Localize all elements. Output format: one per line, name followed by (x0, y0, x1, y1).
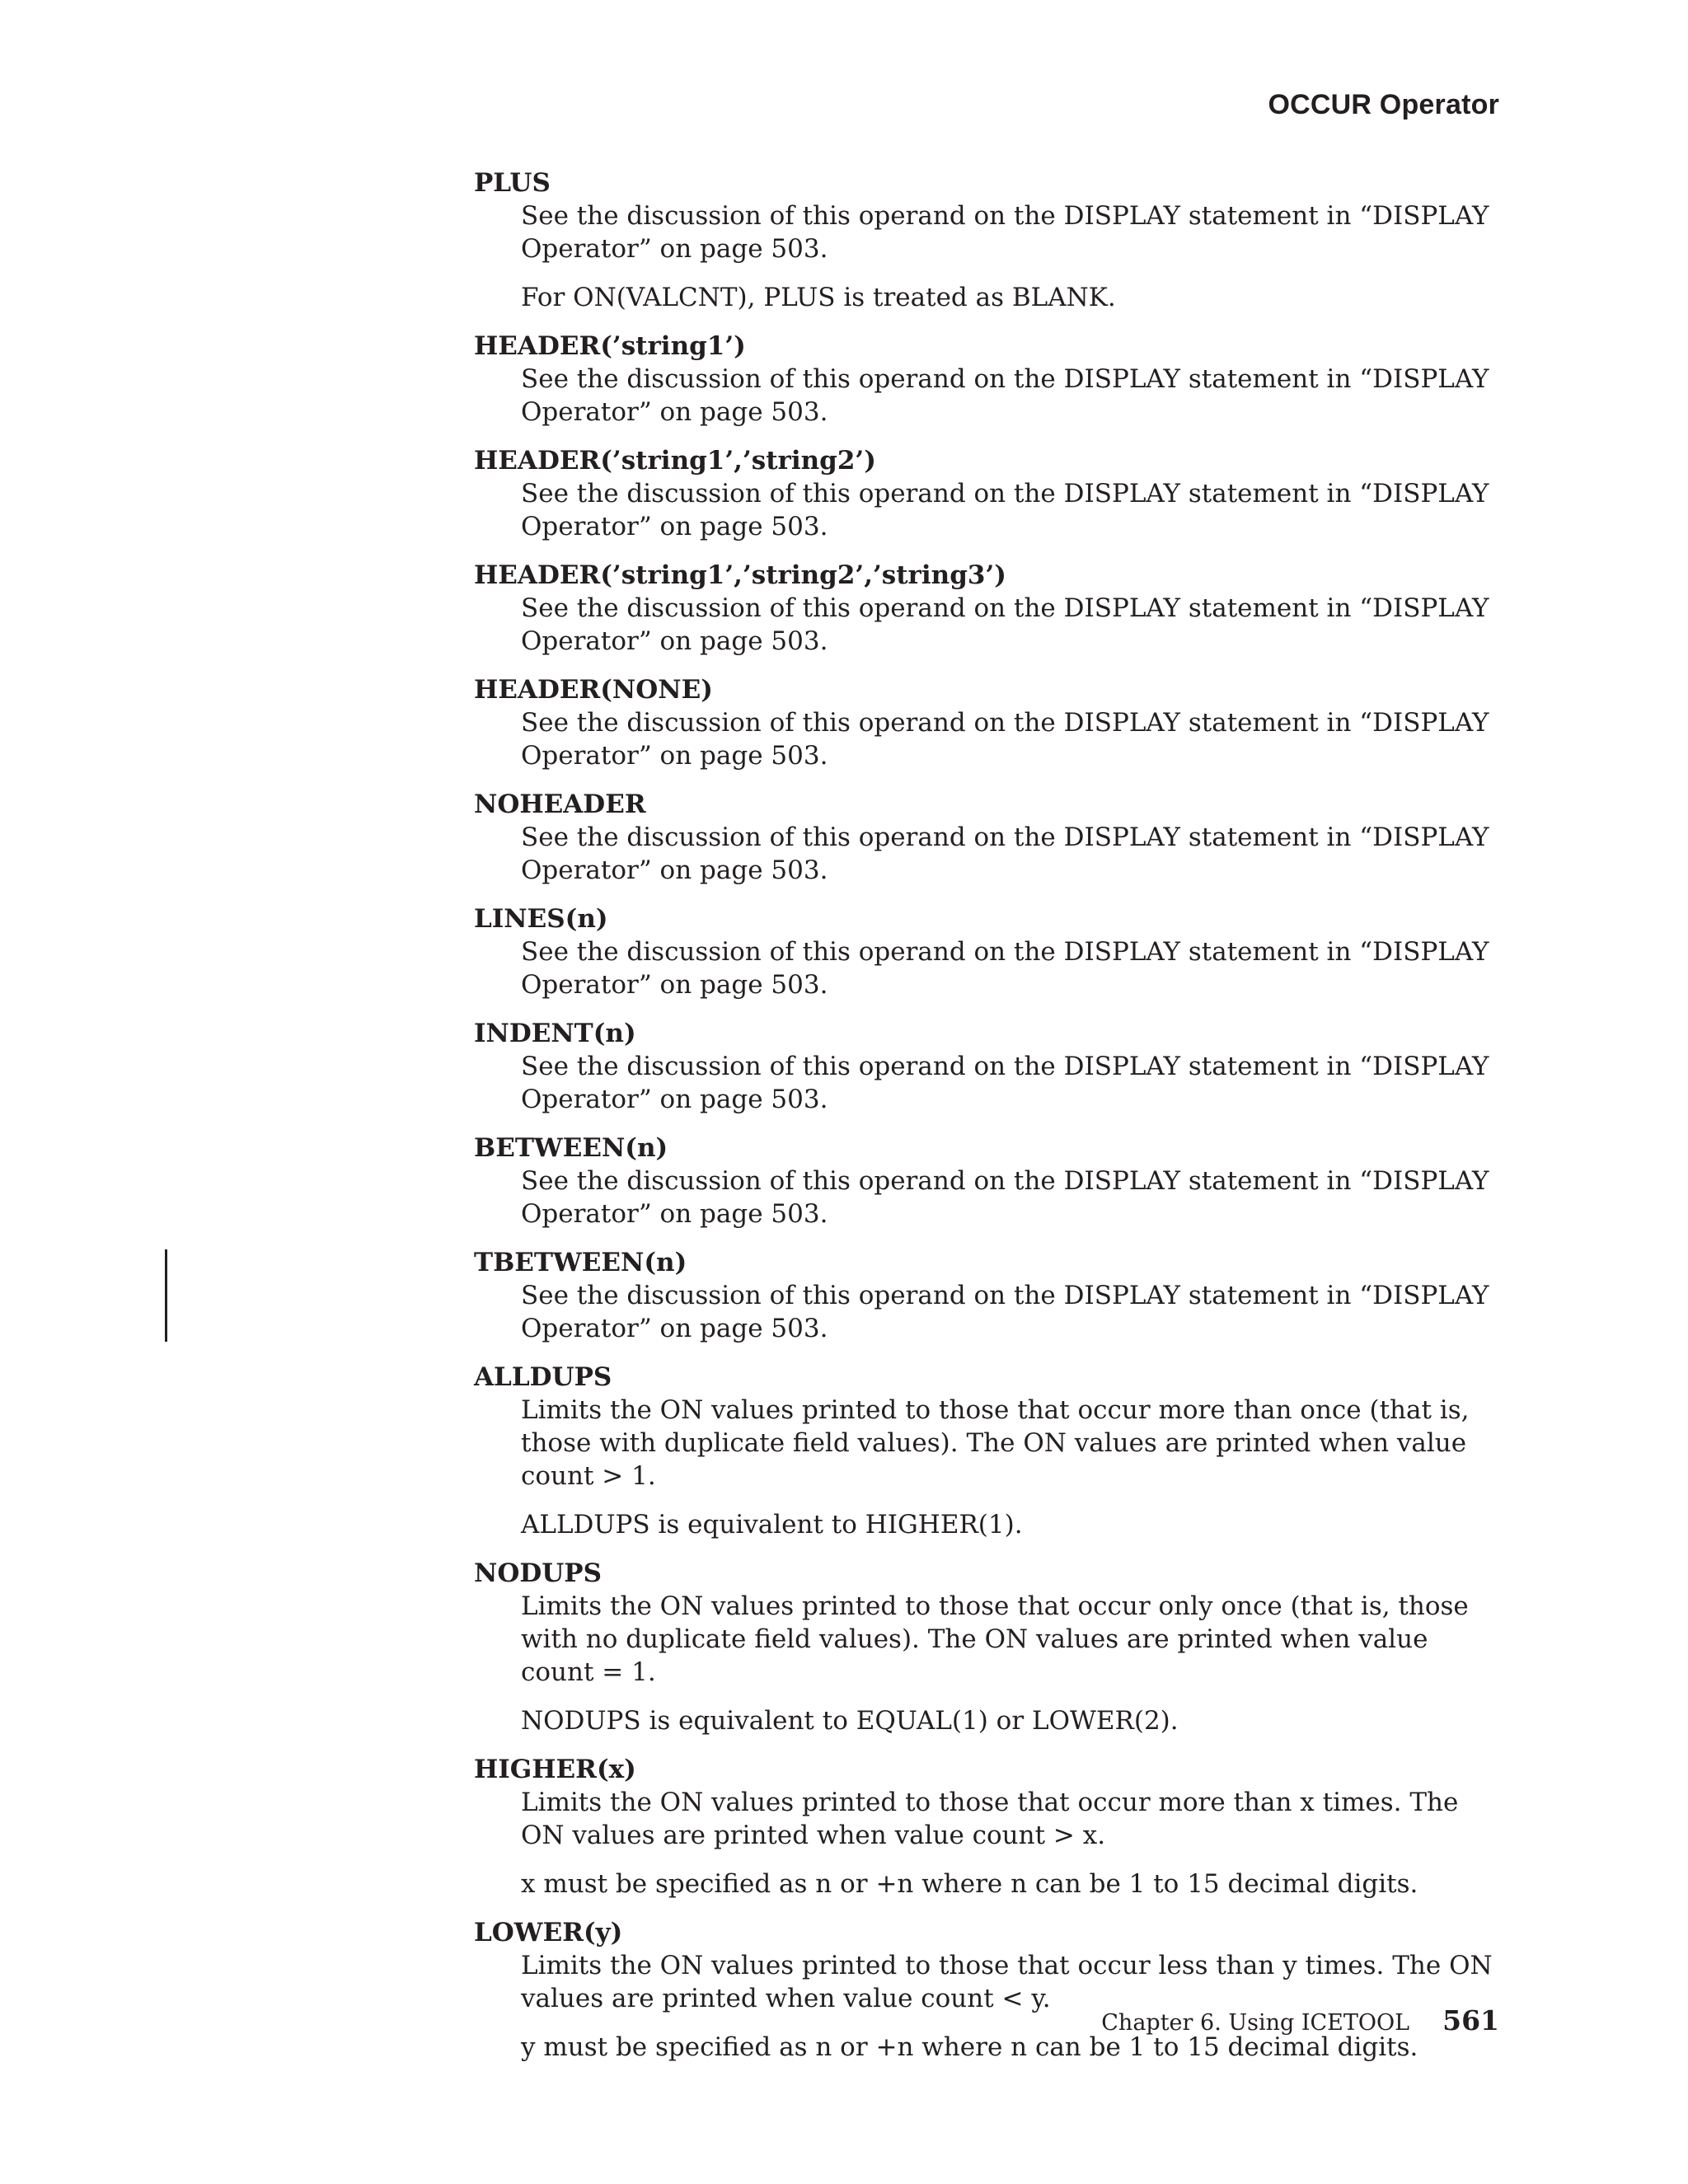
running-head-title: OCCUR Operator (1268, 89, 1499, 120)
description-paragraph: y must be specified as n or +n where n can be 1 to 15 decimal digits. (521, 2032, 1418, 2062)
operand-description (474, 592, 1504, 658)
description-paragraph: See the discussion of this operand on the DISPLAY statement in “DISPLAY Operator” on page 503. (521, 364, 1489, 427)
operand-description (474, 199, 1504, 314)
operand-term: LINES(n) (474, 904, 608, 934)
operand-term: HEADER(’string1’,’string2’) (474, 446, 876, 476)
operand-term: HIGHER(x) (474, 1755, 636, 1784)
operand-entry (474, 902, 1504, 1001)
operand-term: INDENT(n) (474, 1019, 636, 1048)
description-paragraph: Limits the ON values printed to those that occur only once (that is, those with no duplicate field values). The ON values are printed when value count = 1. (521, 1591, 1469, 1687)
operand-term: NOHEADER (474, 790, 646, 819)
operand-entry (474, 1246, 1504, 1345)
description-paragraph: See the discussion of this operand on the DISPLAY statement in “DISPLAY Operator” on page 503. (521, 1166, 1489, 1229)
description-paragraph: See the discussion of this operand on the DISPLAY statement in “DISPLAY Operator” on page 503. (521, 708, 1489, 771)
page-footer (1101, 2004, 1499, 2036)
operand-entry (474, 330, 1504, 429)
description-paragraph: See the discussion of this operand on the DISPLAY statement in “DISPLAY Operator” on page 503. (521, 201, 1489, 264)
description-paragraph: See the discussion of this operand on the DISPLAY statement in “DISPLAY Operator” on page 503. (521, 823, 1489, 885)
operand-description (474, 1279, 1504, 1345)
footer-chapter-title: Chapter 6. Using ICETOOL (1101, 2010, 1410, 2036)
description-paragraph: See the discussion of this operand on the DISPLAY statement in “DISPLAY Operator” on page 503. (521, 593, 1489, 656)
description-paragraph: For ON(VALCNT), PLUS is treated as BLANK. (521, 283, 1116, 312)
operand-entry (474, 1557, 1504, 1737)
operand-description (474, 1786, 1504, 1900)
operand-entry (474, 166, 1504, 314)
operand-entry (474, 559, 1504, 658)
revision-change-bar (165, 1249, 167, 1342)
operand-list (474, 166, 1504, 2079)
operand-description (474, 1165, 1504, 1230)
operand-term: HEADER(NONE) (474, 675, 713, 705)
operand-term: BETWEEN(n) (474, 1133, 668, 1163)
operand-entry (474, 673, 1504, 772)
operand-term: LOWER(y) (474, 1918, 623, 1947)
operand-entry (474, 444, 1504, 543)
operand-entry (474, 1132, 1504, 1230)
footer-page-number: 561 (1442, 2004, 1499, 2036)
operand-term: NODUPS (474, 1558, 602, 1588)
description-paragraph: Limits the ON values printed to those that occur more than once (that is, those with duplicate field values). The ON values are printed when value count > 1. (521, 1395, 1470, 1491)
operand-description (474, 363, 1504, 429)
operand-term: TBETWEEN(n) (474, 1248, 687, 1277)
operand-description (474, 706, 1504, 772)
operand-entry (474, 788, 1504, 887)
operand-description (474, 821, 1504, 887)
operand-description (474, 1050, 1504, 1116)
operand-term: PLUS (474, 168, 551, 198)
operand-entry (474, 1361, 1504, 1541)
description-paragraph: See the discussion of this operand on the DISPLAY statement in “DISPLAY Operator” on page 503. (521, 1052, 1489, 1114)
description-paragraph: See the discussion of this operand on the DISPLAY statement in “DISPLAY Operator” on page 503. (521, 479, 1489, 541)
description-paragraph: Limits the ON values printed to those that occur less than y times. The ON values are printed when value count < y. (521, 1951, 1493, 2013)
operand-entry (474, 1753, 1504, 1900)
operand-term: HEADER(’string1’,’string2’,’string3’) (474, 560, 1006, 590)
operand-term: HEADER(’string1’) (474, 331, 746, 361)
description-paragraph: Limits the ON values printed to those that occur more than x times. The ON values are printed when value count > x. (521, 1788, 1459, 1850)
description-paragraph: ALLDUPS is equivalent to HIGHER(1). (521, 1510, 1023, 1540)
operand-description (474, 477, 1504, 543)
operand-entry (474, 1916, 1504, 2064)
operand-description (474, 1394, 1504, 1541)
description-paragraph: See the discussion of this operand on the DISPLAY statement in “DISPLAY Operator” on page 503. (521, 937, 1489, 1000)
description-paragraph: See the discussion of this operand on the DISPLAY statement in “DISPLAY Operator” on page 503. (521, 1281, 1489, 1343)
operand-description (474, 935, 1504, 1001)
operand-entry (474, 1017, 1504, 1116)
description-paragraph: x must be specified as n or +n where n can be 1 to 15 decimal digits. (521, 1869, 1418, 1899)
description-paragraph: NODUPS is equivalent to EQUAL(1) or LOWER(2). (521, 1706, 1179, 1736)
operand-term: ALLDUPS (474, 1362, 612, 1392)
operand-description (474, 1590, 1504, 1737)
